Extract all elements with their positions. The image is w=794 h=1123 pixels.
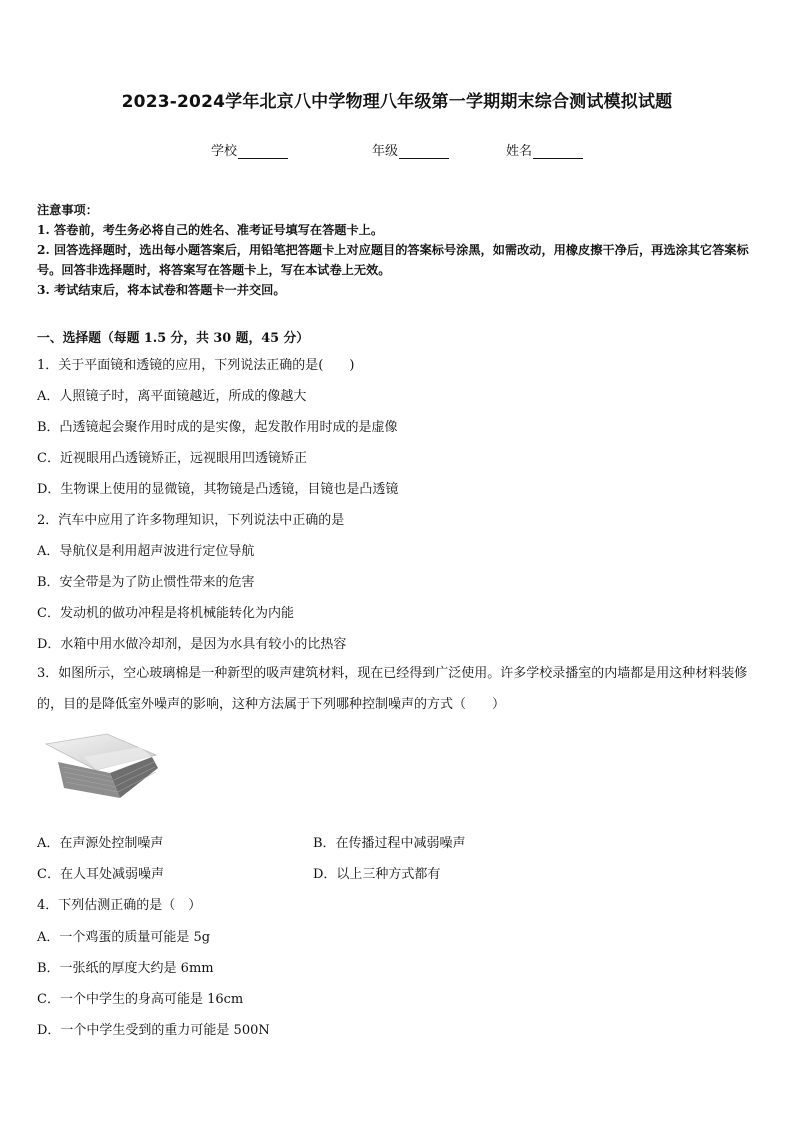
question-4-option-a: A．一个鸡蛋的质量可能是 5g [37,930,211,945]
question-2-option-b: B．安全带是为了防止惯性带来的危害 [37,575,255,590]
question-3-stem: 3．如图所示，空心玻璃棉是一种新型的吸声建筑材料，现在已经得到广泛使用。许多学校录播室的内墙都是用这种材料装修的，目的是降低室外噪声的影响，这种方法属于下列哪种控制噪声的方式（ ） [37,666,748,712]
question-1-option-b: B．凸透镜起会聚作用时成的是实像，起发散作用时成的是虚像 [37,420,398,435]
grade-label: 年级 [372,144,399,159]
grade-field [372,140,449,159]
question-3-option-b: B．在传播过程中减弱噪声 [313,836,466,851]
exam-title: 2023-2024学年北京八中学物理八年级第一学期期末综合测试模拟试题 [121,92,673,112]
question-4-stem: 4．下列估测正确的是（ ） [37,898,202,913]
school-field [211,140,288,159]
school-label: 学校 [211,144,238,159]
school-blank[interactable] [238,144,288,159]
question-4-option-d: D．一个中学生受到的重力可能是 500N [37,1023,270,1038]
question-1-option-c: C．近视眼用凸透镜矫正，远视眼用凹透镜矫正 [37,451,307,466]
question-2-option-a: A．导航仪是利用超声波进行定位导航 [37,544,255,559]
note-item: 2. 回答选择题时，选出每小题答案后，用铅笔把答题卡上对应题目的答案标号涂黑，如需改动，用橡皮擦干净后，再选涂其它答案标号。回答非选择题时，将答案写在答题卡上，写在本试卷上无效。 [37,243,749,277]
question-1-option-a: A．人照镜子时，离平面镜越近，所成的像越大 [37,389,307,404]
note-item: 1. 答卷前，考生务必将自己的姓名、准考证号填写在答题卡上。 [37,223,384,237]
notes-heading: 注意事项： [37,203,98,217]
glass-wool-image [44,732,160,804]
name-label: 姓名 [506,144,533,159]
grade-blank[interactable] [399,144,449,159]
question-4-option-b: B．一张纸的厚度大约是 6mm [37,961,214,976]
question-3-option-c: C．在人耳处减弱噪声 [37,867,164,882]
section-heading: 一、选择题（每题 1.5 分，共 30 题，45 分） [37,331,310,346]
question-2-option-c: C．发动机的做功冲程是将机械能转化为内能 [37,606,294,621]
glass-wool-panel-figure [44,732,160,800]
name-blank[interactable] [533,144,583,159]
question-3-option-d: D．以上三种方式都有 [313,867,441,882]
question-3-option-a: A．在声源处控制噪声 [37,836,164,851]
question-2-option-d: D．水箱中用水做冷却剂，是因为水具有较小的比热容 [37,637,347,652]
question-1-option-d: D．生物课上使用的显微镜，其物镜是凸透镜，目镜也是凸透镜 [37,482,399,497]
notes-block [37,200,763,300]
name-field [506,140,583,159]
question-2-stem: 2．汽车中应用了许多物理知识，下列说法中正确的是 [37,513,345,528]
question-1-stem: 1．关于平面镜和透镜的应用，下列说法正确的是( ) [37,358,355,373]
note-item: 3. 考试结束后，将本试卷和答题卡一并交回。 [37,283,286,297]
question-4-option-c: C．一个中学生的身高可能是 16cm [37,992,244,1007]
